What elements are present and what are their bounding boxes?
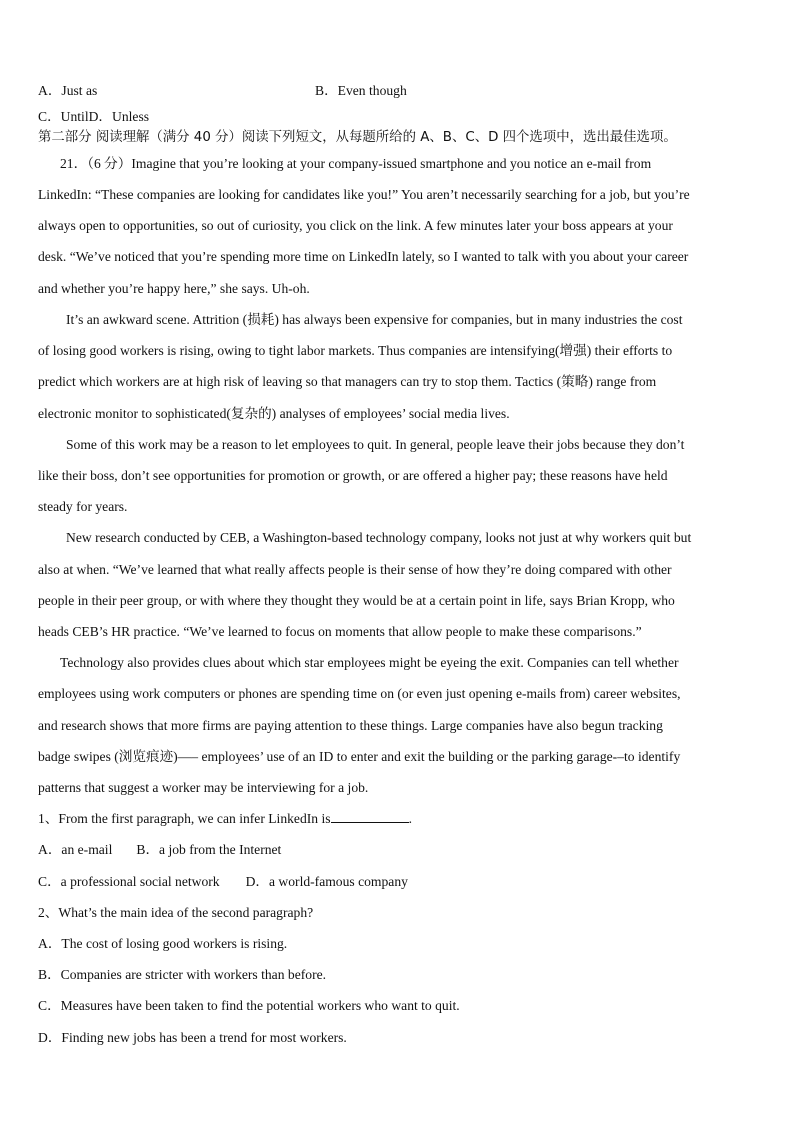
passage-p5-line-1: Technology also provides clues about which star employees might be eyeing the exit. Companies can tell whether (60, 655, 679, 670)
question-1-option-d: D．a world-famous company (245, 874, 408, 889)
prev-option-b: B．Even though (315, 83, 407, 98)
prev-options-row-1 (38, 82, 756, 100)
passage-p5-line-2: employees using work computers or phones are spending time on (or even just opening e-mails from) career websites, (38, 686, 681, 701)
question-2-stem: 2、What’s the main idea of the second paragraph? (38, 905, 314, 920)
passage-p1-line-5: and whether you’re happy here,” she says. Uh-oh. (38, 281, 310, 296)
section-heading: 第二部分 阅读理解（满分 40 分）阅读下列短文，从每题所给的 A、B、C、D 四个选项中，选出最佳选项。 (38, 130, 677, 145)
passage-p2-line-3: predict which workers are at high risk of leaving so that managers can try to stop them. Tactics (策略) range from (38, 374, 657, 389)
passage-p4-line-1: New research conducted by CEB, a Washington-based technology company, looks not just at why workers quit but (66, 530, 692, 545)
passage-p5-line-3: and research shows that more firms are paying attention to these things. Large companies have also begun tracking (38, 718, 663, 733)
passage-p3-line-3: steady for years. (38, 499, 128, 514)
question-1-stem-end: . (408, 811, 412, 826)
answer-blank (331, 810, 409, 823)
question-2-option-b: B．Companies are stricter with workers than before. (38, 967, 327, 982)
passage-p3-line-1: Some of this work may be a reason to let employees to quit. In general, people leave their jobs because they don’t (66, 437, 685, 452)
passage-p4-line-4: heads CEB’s HR practice. “We’ve learned to focus on moments that allow people to make these comparisons.” (38, 624, 642, 639)
passage-p4-line-3: people in their peer group, or with where they thought they would be at a certain point in life, says Brian Kropp, who (38, 593, 675, 608)
passage-p2-line-1: It’s an awkward scene. Attrition (损耗) has always been expensive for companies, but in many industries the cost (66, 312, 683, 327)
question-1-stem-text: 1、From the first paragraph, we can infer LinkedIn is (38, 811, 331, 826)
passage-p3-line-2: like their boss, don’t see opportunities for promotion or growth, or are offered a higher pay; these reasons have held (38, 468, 668, 483)
passage-p1-line-1: 21．（6 分）Imagine that you’re looking at your company-issued smartphone and you notice an e-mail from (60, 156, 652, 171)
passage-p2-line-2: of losing good workers is rising, owing to tight labor markets. Thus companies are intensifying(增强) their efforts to (38, 343, 673, 358)
question-1-option-a: A．an e-mail (38, 842, 113, 857)
question-1-options-row-1 (38, 841, 756, 859)
passage-p2-line-4: electronic monitor to sophisticated(复杂的) analyses of employees’ social media lives. (38, 406, 510, 421)
passage-p5-line-5: patterns that suggest a worker may be interviewing for a job. (38, 780, 369, 795)
passage-p5-line-4: badge swipes (浏览痕迹)—– employees’ use of an ID to enter and exit the building or the parking garage-–to identify (38, 749, 681, 764)
passage-p1-line-4: desk. “We’ve noticed that you’re spending more time on LinkedIn lately, so I wanted to talk with you about your career (38, 249, 689, 264)
question-1-options-row-2 (38, 873, 756, 891)
question-1-stem (38, 810, 756, 828)
passage-p1-line-3: always open to opportunities, so out of curiosity, you click on the link. A few minutes later your boss appears at your (38, 218, 673, 233)
question-1-option-b: B．a job from the Internet (136, 842, 282, 857)
prev-option-a: A．Just as (38, 83, 98, 98)
question-2-option-d: D．Finding new jobs has been a trend for most workers. (38, 1030, 347, 1045)
passage-p4-line-2: also at when. “We’ve learned that what really affects people is their sense of how they’re doing compared with other (38, 562, 672, 577)
question-2-option-c: C．Measures have been taken to find the potential workers who want to quit. (38, 998, 460, 1013)
passage-p1-line-2: LinkedIn: “These companies are looking for candidates like you!” You aren’t necessarily searching for a job, but you’re (38, 187, 690, 202)
question-2-option-a: A．The cost of losing good workers is rising. (38, 936, 288, 951)
question-1-option-c: C．a professional social network (38, 874, 220, 889)
prev-options-row-2: C．UntilD．Unless (38, 109, 150, 124)
